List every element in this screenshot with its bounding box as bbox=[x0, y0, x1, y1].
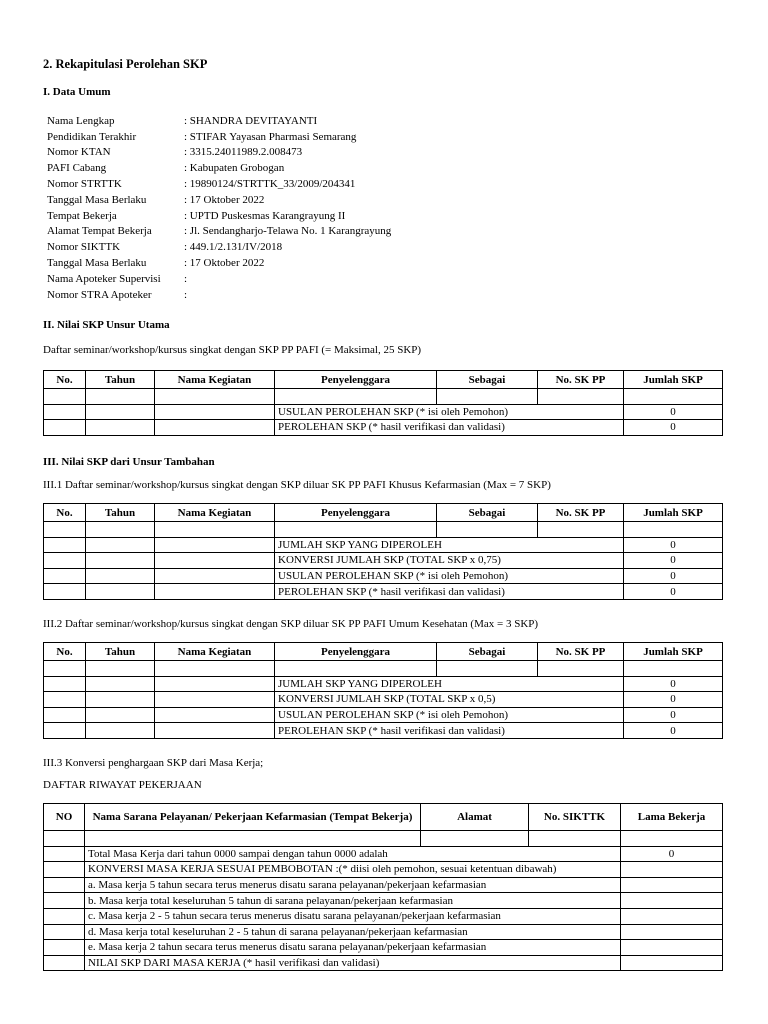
col-header-jumlah-skp: Jumlah SKP bbox=[624, 371, 723, 389]
col-header-sebagai: Sebagai bbox=[437, 504, 538, 522]
field-label: PAFI Cabang bbox=[47, 162, 107, 175]
col-header-tahun: Tahun bbox=[86, 371, 155, 389]
field-value: : UPTD Puskesmas Karangrayung II bbox=[184, 209, 346, 222]
section-2-caption: Daftar seminar/workshop/kursus singkat dengan SKP PP PAFI (= Maksimal, 25 SKP) bbox=[43, 344, 422, 356]
col-header-nama-kegiatan: Nama Kegiatan bbox=[155, 643, 275, 661]
summary-label: PEROLEHAN SKP (* hasil verifikasi dan validasi) bbox=[275, 420, 624, 436]
field-label: Nomor STRA Apoteker bbox=[47, 288, 152, 301]
field-label: Nomor KTAN bbox=[47, 146, 111, 159]
skp-khusus-table bbox=[43, 503, 723, 600]
field-value: : 19890124/STRTTK_33/2009/204341 bbox=[184, 178, 356, 191]
col-header-no-sk-pp: No. SK PP bbox=[538, 371, 624, 389]
field-row bbox=[45, 160, 391, 176]
section-2-heading: II. Nilai SKP Unsur Utama bbox=[43, 319, 170, 331]
skp-main-table bbox=[43, 370, 723, 436]
col-header-no: No. bbox=[44, 643, 86, 661]
general-data-table bbox=[45, 113, 391, 303]
section-3-1-caption: III.1 Daftar seminar/workshop/kursus singkat dengan SKP diluar SK PP PAFI Khusus Kefarmasian (Max = 7 SKP) bbox=[43, 479, 551, 491]
col-header-sebagai: Sebagai bbox=[437, 371, 538, 389]
col-header-tahun: Tahun bbox=[86, 504, 155, 522]
col-header-no: No. bbox=[44, 371, 86, 389]
section-1-heading: I. Data Umum bbox=[43, 86, 111, 98]
field-row bbox=[45, 145, 391, 161]
summary-row bbox=[44, 692, 723, 708]
field-row bbox=[45, 239, 391, 255]
summary-value: 0 bbox=[624, 692, 723, 708]
section-3-heading: III. Nilai SKP dari Unsur Tambahan bbox=[43, 456, 215, 468]
total-row bbox=[44, 846, 723, 862]
field-label: Tanggal Masa Berlaku bbox=[47, 257, 147, 270]
summary-label: JUMLAH SKP YANG DIPEROLEH bbox=[275, 537, 624, 553]
empty-entry-row bbox=[44, 522, 723, 538]
summary-label: KONVERSI JUMLAH SKP (TOTAL SKP x 0,75) bbox=[275, 553, 624, 569]
field-value: : 449.1/2.131/IV/2018 bbox=[184, 241, 283, 254]
summary-label: USULAN PEROLEHAN SKP (* isi oleh Pemohon) bbox=[275, 404, 624, 420]
conversion-row bbox=[44, 940, 723, 956]
table-header-row bbox=[44, 804, 723, 831]
summary-value: 0 bbox=[624, 568, 723, 584]
summary-label: USULAN PEROLEHAN SKP (* isi oleh Pemohon) bbox=[275, 568, 624, 584]
col-header-penyelenggara: Penyelenggara bbox=[275, 504, 437, 522]
field-row bbox=[45, 224, 391, 240]
field-label: Tanggal Masa Berlaku bbox=[47, 193, 147, 206]
summary-label: PEROLEHAN SKP (* hasil verifikasi dan validasi) bbox=[275, 723, 624, 739]
field-value: : bbox=[184, 272, 188, 285]
summary-label: KONVERSI JUMLAH SKP (TOTAL SKP x 0,5) bbox=[275, 692, 624, 708]
col-header-lama-bekerja: Lama Bekerja bbox=[621, 804, 723, 831]
table-header-row bbox=[44, 371, 723, 389]
field-value: : STIFAR Yayasan Pharmasi Semarang bbox=[184, 130, 357, 143]
conversion-label: c. Masa kerja 2 - 5 tahun secara terus menerus disatu sarana pelayanan/pekerjaan kefarmasian bbox=[85, 908, 621, 924]
col-header-no-sikttk: No. SIKTTK bbox=[529, 804, 621, 831]
field-label: Nomor SIKTTK bbox=[47, 241, 121, 254]
conversion-row bbox=[44, 908, 723, 924]
summary-row bbox=[44, 537, 723, 553]
empty-entry-row bbox=[44, 831, 723, 847]
conversion-row bbox=[44, 924, 723, 940]
col-header-penyelenggara: Penyelenggara bbox=[275, 371, 437, 389]
col-header-sebagai: Sebagai bbox=[437, 643, 538, 661]
conversion-label: NILAI SKP DARI MASA KERJA (* hasil verifikasi dan validasi) bbox=[85, 955, 621, 971]
field-value: : 3315.24011989.2.008473 bbox=[184, 146, 303, 159]
summary-row bbox=[44, 553, 723, 569]
skp-umum-table bbox=[43, 642, 723, 739]
summary-row bbox=[44, 676, 723, 692]
summary-value: 0 bbox=[624, 537, 723, 553]
field-row bbox=[45, 113, 391, 129]
total-value: 0 bbox=[621, 846, 723, 862]
conversion-label: b. Masa kerja total keseluruhan 5 tahun di sarana pelayanan/pekerjaan kefarmasian bbox=[85, 893, 621, 909]
conversion-row bbox=[44, 877, 723, 893]
col-header-penyelenggara: Penyelenggara bbox=[275, 643, 437, 661]
work-history-table bbox=[43, 803, 723, 971]
field-label: Nama Lengkap bbox=[47, 114, 115, 127]
summary-value: 0 bbox=[624, 723, 723, 739]
table-header-row bbox=[44, 643, 723, 661]
col-header-no-sk-pp: No. SK PP bbox=[538, 643, 624, 661]
summary-value: 0 bbox=[624, 676, 723, 692]
summary-value: 0 bbox=[624, 553, 723, 569]
col-header-no: NO bbox=[44, 804, 85, 831]
col-header-no: No. bbox=[44, 504, 86, 522]
field-value: : 17 Oktober 2022 bbox=[184, 257, 265, 270]
conversion-row bbox=[44, 862, 723, 878]
summary-row bbox=[44, 723, 723, 739]
field-row bbox=[45, 255, 391, 271]
col-header-jumlah-skp: Jumlah SKP bbox=[624, 643, 723, 661]
summary-value: 0 bbox=[624, 404, 723, 420]
summary-row bbox=[44, 404, 723, 420]
summary-label: USULAN PEROLEHAN SKP (* isi oleh Pemohon) bbox=[275, 707, 624, 723]
field-value: : 17 Oktober 2022 bbox=[184, 193, 265, 206]
summary-row bbox=[44, 707, 723, 723]
conversion-label: d. Masa kerja total keseluruhan 2 - 5 tahun di sarana pelayanan/pekerjaan kefarmasian bbox=[85, 924, 621, 940]
work-history-caption: DAFTAR RIWAYAT PEKERJAAN bbox=[43, 779, 202, 791]
field-value: : bbox=[184, 288, 188, 301]
conversion-row bbox=[44, 893, 723, 909]
conversion-row bbox=[44, 955, 723, 971]
field-row bbox=[45, 287, 391, 303]
field-label: Pendidikan Terakhir bbox=[47, 130, 137, 143]
section-3-2-caption: III.2 Daftar seminar/workshop/kursus singkat dengan SKP diluar SK PP PAFI Umum Kesehatan (Max = 3 SKP) bbox=[43, 618, 539, 630]
col-header-jumlah-skp: Jumlah SKP bbox=[624, 504, 723, 522]
section-3-3-caption: III.3 Konversi penghargaan SKP dari Masa Kerja; bbox=[43, 757, 264, 769]
col-header-no-sk-pp: No. SK PP bbox=[538, 504, 624, 522]
field-value: : Jl. Sendangharjo-Telawa No. 1 Karangrayung bbox=[184, 225, 392, 238]
summary-value: 0 bbox=[624, 584, 723, 600]
field-value: : Kabupaten Grobogan bbox=[184, 162, 285, 175]
conversion-label: e. Masa kerja 2 tahun secara terus menerus disatu sarana pelayanan/pekerjaan kefarmasian bbox=[85, 940, 621, 956]
summary-row bbox=[44, 568, 723, 584]
total-label: Total Masa Kerja dari tahun 0000 sampai dengan tahun 0000 adalah bbox=[85, 846, 621, 862]
summary-row bbox=[44, 420, 723, 436]
empty-entry-row bbox=[44, 661, 723, 677]
empty-entry-row bbox=[44, 389, 723, 405]
field-row bbox=[45, 176, 391, 192]
field-row bbox=[45, 129, 391, 145]
conversion-label: KONVERSI MASA KERJA SESUAI PEMBOBOTAN :(* diisi oleh pemohon, sesuai ketentuan dibawah) bbox=[85, 862, 621, 878]
field-row bbox=[45, 271, 391, 287]
field-row bbox=[45, 208, 391, 224]
page-title: 2. Rekapitulasi Perolehan SKP bbox=[43, 57, 208, 71]
col-header-nama-kegiatan: Nama Kegiatan bbox=[155, 504, 275, 522]
field-value: : SHANDRA DEVITAYANTI bbox=[184, 114, 318, 127]
col-header-nama-kegiatan: Nama Kegiatan bbox=[155, 371, 275, 389]
field-label: Nomor STRTTK bbox=[47, 178, 122, 191]
col-header-tahun: Tahun bbox=[86, 643, 155, 661]
field-label: Alamat Tempat Bekerja bbox=[47, 225, 152, 238]
col-header-nama-sarana: Nama Sarana Pelayanan/ Pekerjaan Kefarmasian (Tempat Bekerja) bbox=[85, 804, 421, 831]
summary-label: JUMLAH SKP YANG DIPEROLEH bbox=[275, 676, 624, 692]
summary-value: 0 bbox=[624, 420, 723, 436]
summary-label: PEROLEHAN SKP (* hasil verifikasi dan validasi) bbox=[275, 584, 624, 600]
summary-row bbox=[44, 584, 723, 600]
conversion-label: a. Masa kerja 5 tahun secara terus menerus disatu sarana pelayanan/pekerjaan kefarmasian bbox=[85, 877, 621, 893]
field-label: Nama Apoteker Supervisi bbox=[47, 272, 161, 285]
summary-value: 0 bbox=[624, 707, 723, 723]
field-row bbox=[45, 192, 391, 208]
field-label: Tempat Bekerja bbox=[47, 209, 117, 222]
col-header-alamat: Alamat bbox=[421, 804, 529, 831]
table-header-row bbox=[44, 504, 723, 522]
